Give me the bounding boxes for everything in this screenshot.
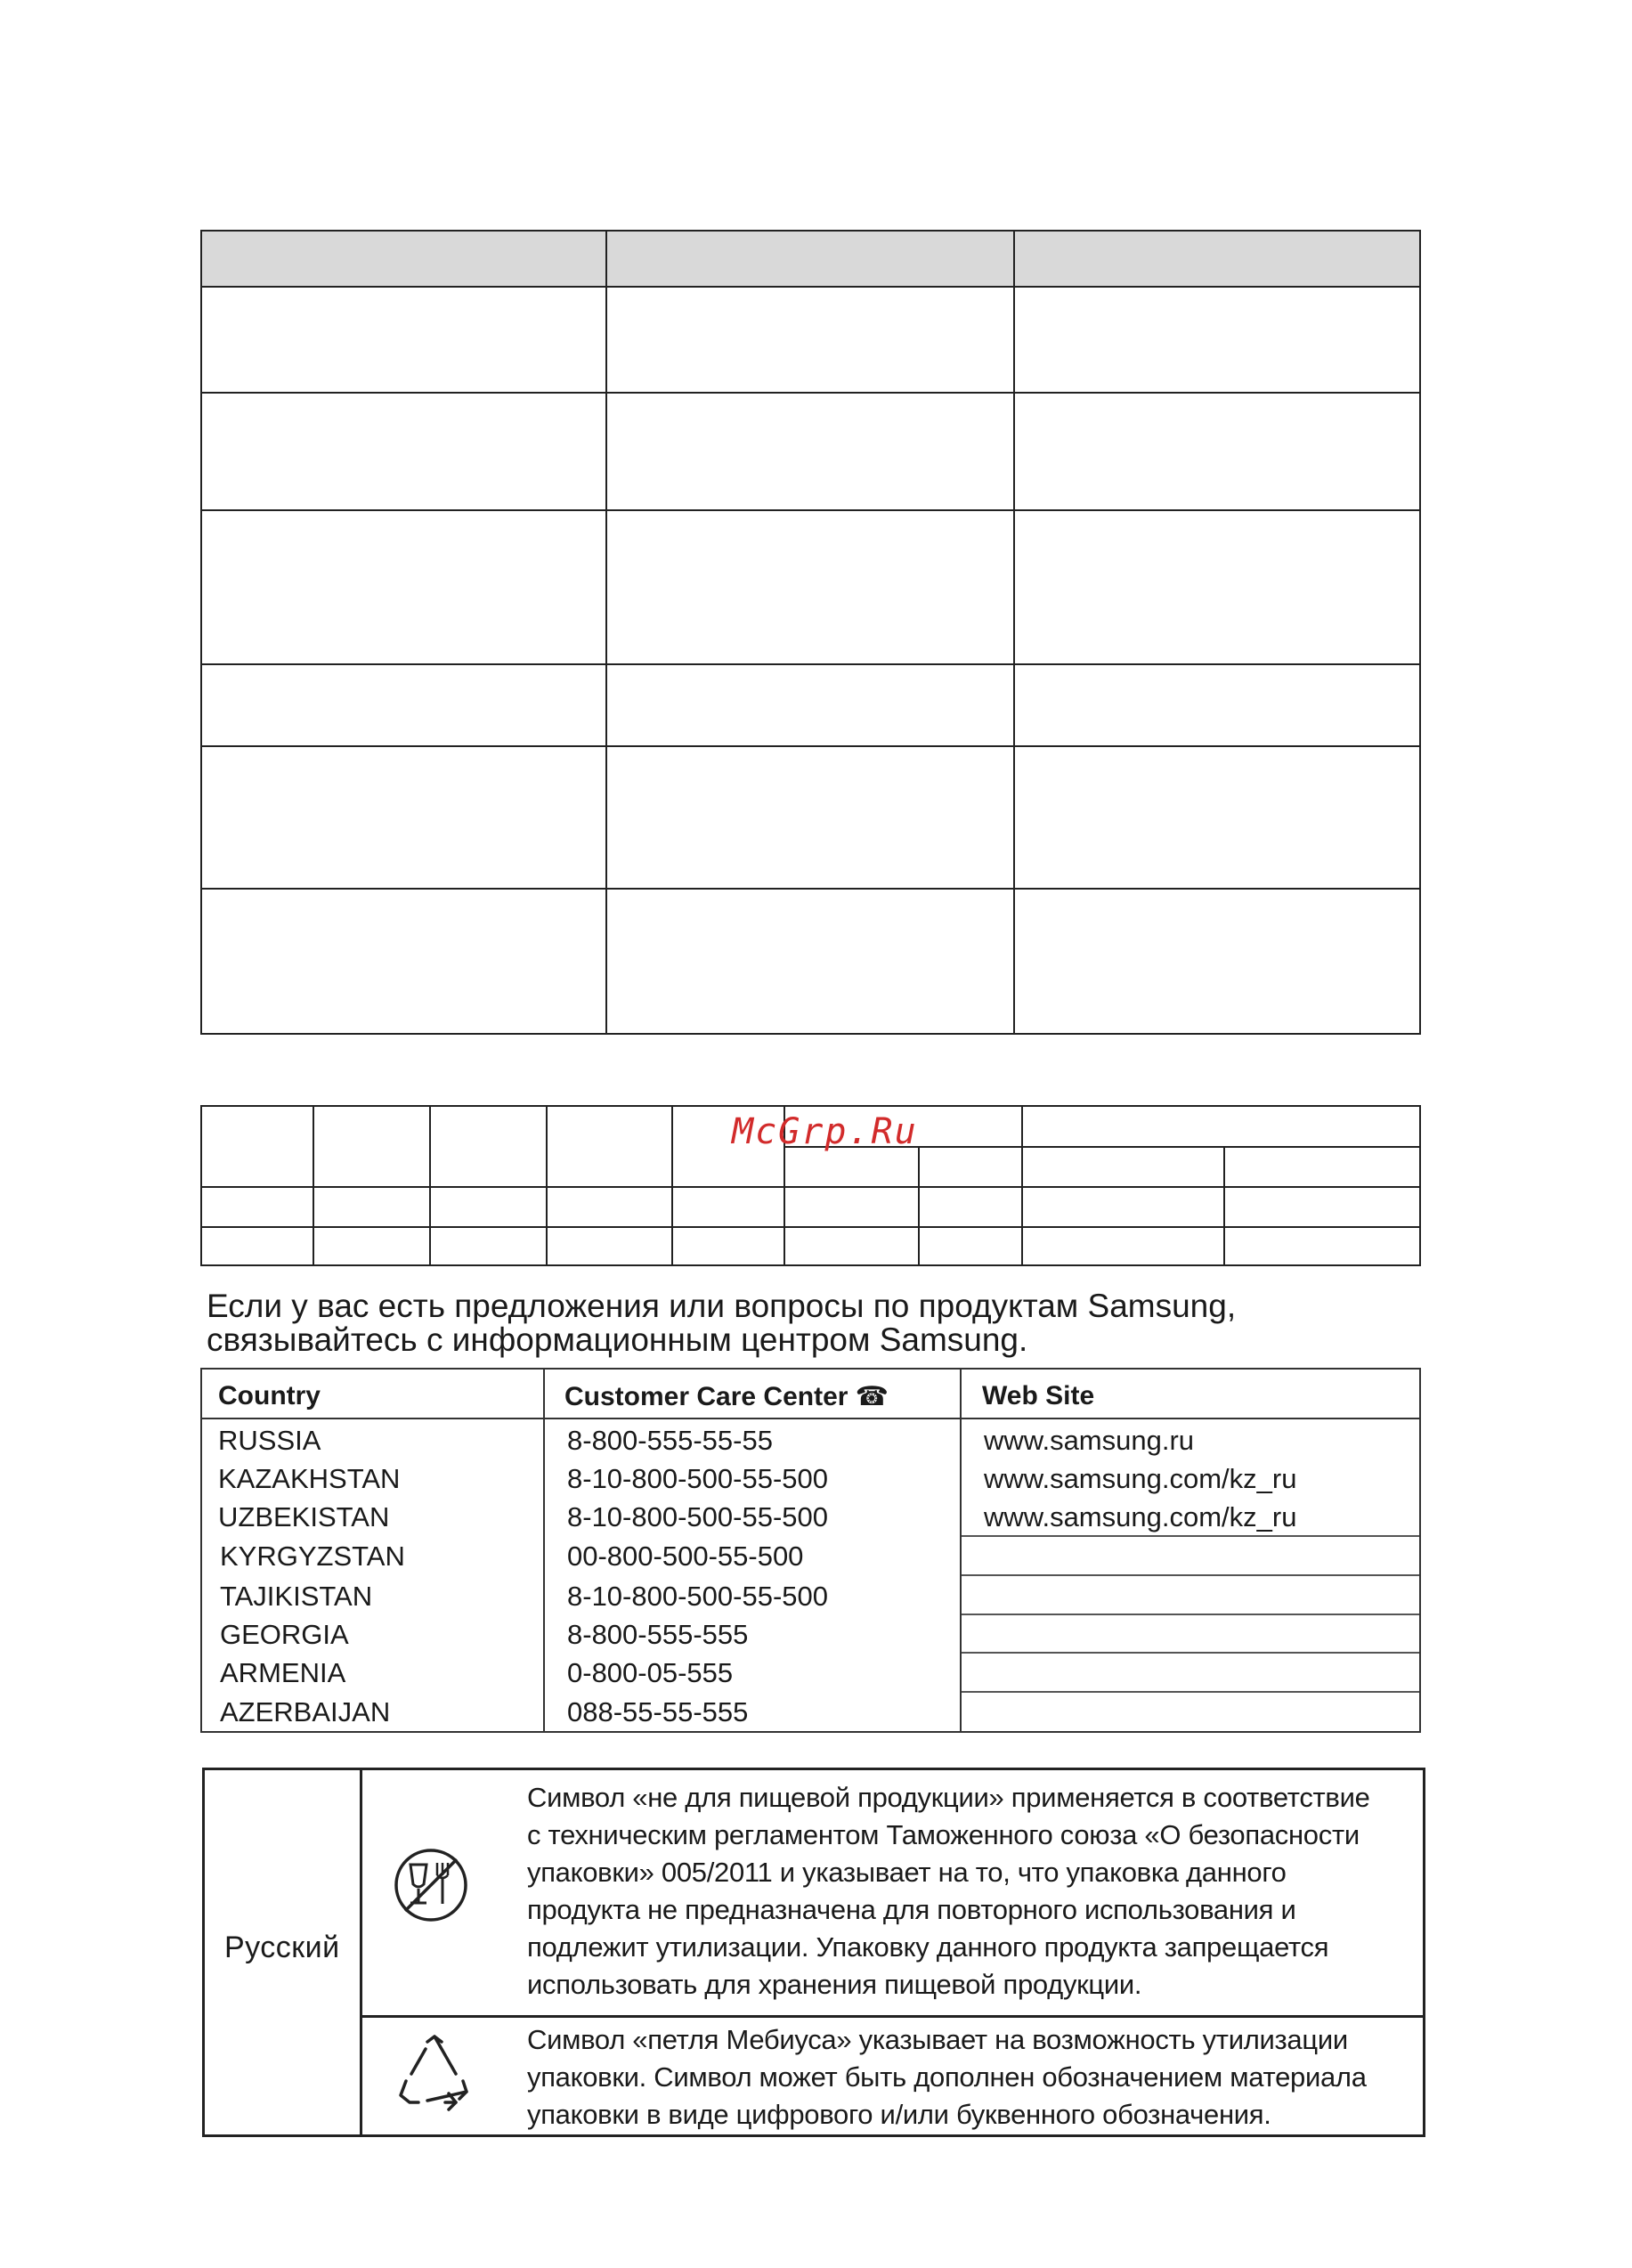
phone-cell: 8-800-555-55-55	[567, 1425, 773, 1456]
column-divider	[1223, 1146, 1225, 1266]
intro-line: связывайтесь с информационным центром Samsung.	[207, 1321, 1028, 1358]
text-line: с техническим регламентом Таможенного союза «О безопасности	[527, 1819, 1360, 1850]
row-divider	[202, 1186, 1419, 1188]
packaging-symbols-box	[202, 1768, 1425, 2137]
phone-cell: 8-10-800-500-55-500	[567, 1463, 828, 1494]
text-line: упаковки. Символ может быть дополнен обозначением материала	[527, 2061, 1367, 2093]
contact-row-tajikistan	[202, 1577, 1419, 1615]
row-divider	[202, 663, 1419, 665]
text-line: упаковки» 005/2011 и указывает на то, что упаковка данного	[527, 1857, 1287, 1888]
row-divider	[202, 509, 1419, 511]
mobius-loop-icon	[394, 2031, 475, 2113]
text-line: продукта не предназначена для повторного использования и	[527, 1894, 1296, 1925]
country-cell: UZBEKISTAN	[218, 1501, 390, 1532]
phone-cell: 8-10-800-500-55-500	[567, 1501, 828, 1532]
contacts-header-row	[202, 1370, 1419, 1419]
contact-row-azerbaijan	[202, 1693, 1419, 1731]
contacts-table	[200, 1368, 1421, 1733]
country-cell: KAZAKHSTAN	[218, 1463, 401, 1494]
country-cell: KYRGYZSTAN	[220, 1540, 405, 1572]
country-cell: RUSSIA	[218, 1425, 321, 1456]
row-divider	[202, 1226, 1419, 1228]
contact-row-kazakhstan	[202, 1459, 1419, 1498]
row-divider	[360, 2015, 1423, 2018]
row-divider	[202, 745, 1419, 747]
contact-row-georgia	[202, 1615, 1419, 1654]
contact-row-armenia	[202, 1654, 1419, 1692]
row-divider	[962, 1574, 1419, 1576]
web-link[interactable]: www.samsung.ru	[984, 1425, 1195, 1456]
country-cell: ARMENIA	[220, 1657, 346, 1688]
column-divider	[605, 232, 607, 1033]
text-line: подлежит утилизации. Упаковку данного продукта запрещается	[527, 1931, 1329, 1963]
contact-intro	[207, 1289, 1453, 1357]
empty-table-top	[200, 230, 1421, 1035]
food-symbol-description	[527, 1779, 1370, 2004]
column-divider	[1013, 232, 1015, 1033]
row-divider	[202, 888, 1419, 890]
web-link[interactable]: www.samsung.com/kz_ru	[984, 1463, 1297, 1494]
text-line: Символ «петля Мебиуса» указывает на возможность утилизации	[527, 2024, 1348, 2055]
text-line: использовать для хранения пищевой продукции.	[527, 1969, 1142, 2000]
country-cell: AZERBAIJAN	[220, 1696, 391, 1727]
table-header-row	[202, 232, 1419, 288]
column-divider	[918, 1146, 920, 1266]
country-cell: TAJIKISTAN	[220, 1581, 373, 1612]
row-divider	[202, 392, 1419, 394]
header-care-center: Customer Care Center ☎	[564, 1382, 889, 1411]
phone-cell: 00-800-500-55-500	[567, 1540, 804, 1572]
column-divider	[360, 1770, 362, 2134]
text-line: упаковки в виде цифрового и/или буквенного обозначения.	[527, 2099, 1271, 2130]
language-label: Русский	[224, 1931, 340, 1964]
web-link[interactable]: www.samsung.com/kz_ru	[984, 1501, 1297, 1532]
contact-row-kyrgyzstan	[202, 1537, 1419, 1575]
mobius-symbol-description	[527, 2021, 1367, 2134]
not-for-food-icon	[391, 1845, 471, 1925]
phone-cell: 8-800-555-555	[567, 1619, 749, 1650]
text-line: Символ «не для пищевой продукции» применяется в соответствие	[527, 1782, 1370, 1813]
contact-row-russia	[202, 1421, 1419, 1459]
header-country: Country	[218, 1381, 321, 1410]
watermark: McGrp.Ru	[732, 1111, 918, 1152]
header-web-site: Web Site	[982, 1381, 1095, 1410]
phone-cell: 0-800-05-555	[567, 1657, 734, 1688]
phone-cell: 088-55-55-555	[567, 1696, 749, 1727]
intro-line: Если у вас есть предложения или вопросы по продуктам Samsung,	[207, 1288, 1237, 1324]
contact-row-uzbekistan	[202, 1498, 1419, 1536]
phone-cell: 8-10-800-500-55-500	[567, 1581, 828, 1612]
country-cell: GEORGIA	[220, 1619, 349, 1650]
